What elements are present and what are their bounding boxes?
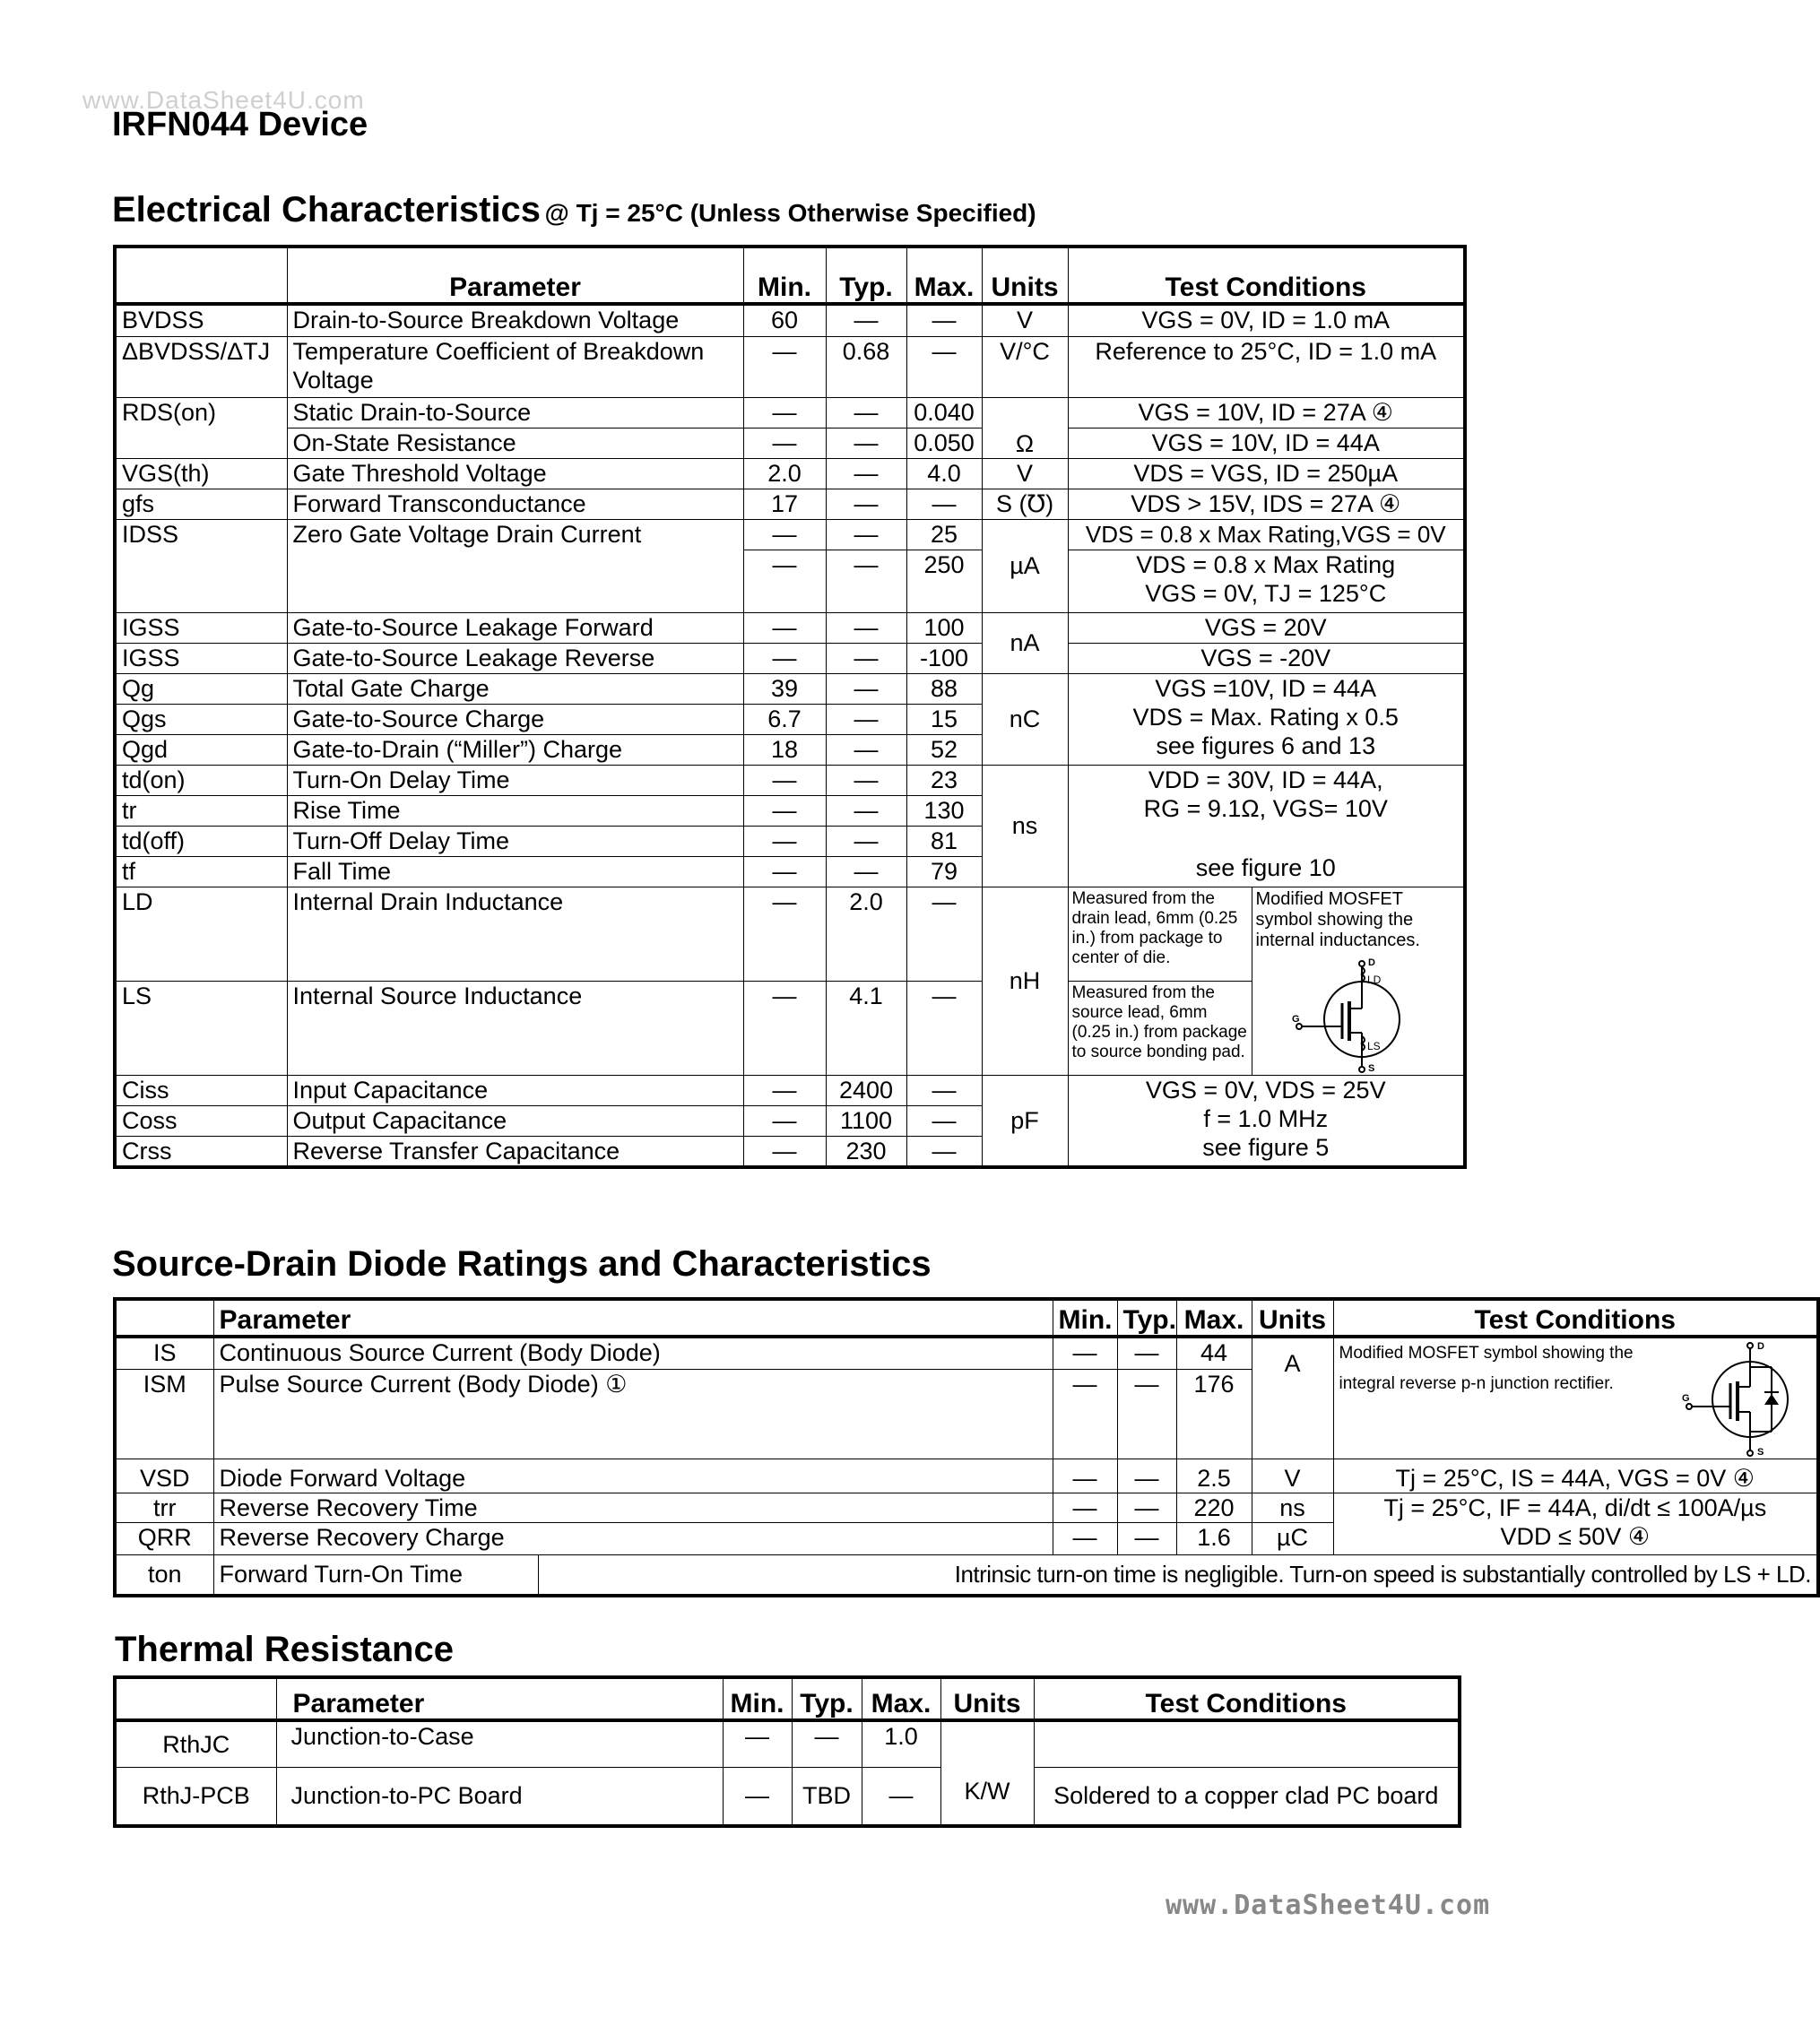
- header-test-conditions: Test Conditions: [1068, 247, 1465, 304]
- turn-on-note: Intrinsic turn-on time is negligible. Turn-on speed is substantially controlled by LS + LD.: [538, 1554, 1818, 1596]
- header-min: Min.: [1053, 1299, 1117, 1337]
- max-cell: —: [906, 304, 982, 336]
- typ-cell: —: [826, 612, 906, 643]
- condition-cell: VGS = 10V, ID = 44A: [1068, 428, 1465, 458]
- header-min: Min.: [723, 1677, 792, 1720]
- typ-cell: —: [792, 1720, 862, 1767]
- parameter-cell: Gate-to-Source Charge: [287, 704, 743, 734]
- max-cell: —: [906, 887, 982, 981]
- table-row: [115, 1493, 1818, 1522]
- max-cell: 0.050: [906, 428, 982, 458]
- watermark-bottom: www.DataSheet4U.com: [1166, 1890, 1491, 1921]
- symbol-cell: IS: [115, 1337, 213, 1369]
- min-cell: —: [743, 550, 826, 612]
- header-max: Max.: [906, 247, 982, 304]
- inductance-symbol-note: Modified MOSFET symbol showing the internal inductances.: [1255, 888, 1420, 950]
- condition-cell: [1333, 1493, 1818, 1554]
- header-parameter: Parameter: [276, 1677, 723, 1720]
- typ-cell: TBD: [792, 1767, 862, 1826]
- section1-title: Electrical Characteristics: [112, 190, 542, 229]
- typ-cell: —: [1117, 1522, 1176, 1554]
- symbol-cell: RDS(on): [115, 397, 287, 458]
- parameter-cell: Forward Transconductance: [287, 489, 743, 519]
- table-row: [115, 673, 1465, 704]
- condition-line: see figures 6 and 13: [1156, 731, 1376, 759]
- max-cell: 25: [906, 519, 982, 550]
- min-cell: —: [743, 795, 826, 826]
- svg-text:S: S: [1757, 1447, 1764, 1458]
- typ-cell: 4.1: [826, 981, 906, 1075]
- min-cell: —: [1053, 1522, 1117, 1554]
- parameter-cell: Diode Forward Voltage: [213, 1459, 1053, 1493]
- header-max: Max.: [862, 1677, 940, 1720]
- parameter-cell: Gate-to-Source Leakage Forward: [287, 612, 743, 643]
- symbol-cell: tf: [115, 856, 287, 887]
- unit-cell: µC: [1252, 1522, 1333, 1554]
- typ-cell: —: [826, 458, 906, 489]
- unit-cell: A: [1252, 1337, 1333, 1459]
- min-cell: —: [1053, 1369, 1117, 1459]
- table-row: [115, 519, 1465, 550]
- max-cell: —: [862, 1767, 940, 1826]
- typ-cell: —: [826, 734, 906, 765]
- symbol-cell: Qgs: [115, 704, 287, 734]
- parameter-cell: Drain-to-Source Breakdown Voltage: [287, 304, 743, 336]
- min-cell: —: [743, 1136, 826, 1167]
- min-cell: 17: [743, 489, 826, 519]
- parameter-cell: Turn-Off Delay Time: [287, 826, 743, 856]
- symbol-cell: gfs: [115, 489, 287, 519]
- max-cell: 100: [906, 612, 982, 643]
- section3-title: Thermal Resistance: [115, 1630, 454, 1669]
- symbol-cell: trr: [115, 1493, 213, 1522]
- typ-cell: —: [826, 550, 906, 612]
- table-row: [115, 1459, 1818, 1493]
- max-cell: 23: [906, 765, 982, 795]
- typ-cell: 2.0: [826, 887, 906, 981]
- typ-cell: —: [826, 489, 906, 519]
- parameter-cell: Reverse Recovery Time: [213, 1493, 1053, 1522]
- symbol-cell: td(off): [115, 826, 287, 856]
- min-cell: 6.7: [743, 704, 826, 734]
- condition-cell: Tj = 25°C, IS = 44A, VGS = 0V ④: [1333, 1459, 1818, 1493]
- condition-line: VDD = 30V, ID = 44A,: [1148, 766, 1383, 793]
- max-cell: 4.0: [906, 458, 982, 489]
- parameter-cell: Fall Time: [287, 856, 743, 887]
- parameter-cell: Continuous Source Current (Body Diode): [213, 1337, 1053, 1369]
- min-cell: 60: [743, 304, 826, 336]
- condition-cell: Reference to 25°C, ID = 1.0 mA: [1068, 336, 1465, 397]
- table-row: [115, 458, 1465, 489]
- parameter-cell: Forward Turn-On Time: [213, 1554, 538, 1596]
- condition-line: VGS =10V, ID = 44A: [1155, 674, 1377, 702]
- max-cell: 0.040: [906, 397, 982, 428]
- symbol-cell: LS: [115, 981, 287, 1075]
- min-cell: —: [723, 1767, 792, 1826]
- table-row: [115, 397, 1465, 428]
- mosfet-diode-symbol-icon: [1678, 1340, 1813, 1457]
- unit-cell: pF: [982, 1075, 1068, 1167]
- watermark-top: www.DataSheet4U.com: [82, 86, 365, 114]
- symbol-cell: Ciss: [115, 1075, 287, 1105]
- min-cell: —: [743, 612, 826, 643]
- max-cell: 1.0: [862, 1720, 940, 1767]
- condition-line: see figure 10: [1195, 853, 1336, 881]
- typ-cell: —: [826, 428, 906, 458]
- header-typ: Typ.: [1117, 1299, 1176, 1337]
- diode-symbol-cell: [1333, 1337, 1818, 1459]
- condition-cell: VDS > 15V, IDS = 27A ④: [1068, 489, 1465, 519]
- condition-cell: VGS = 20V: [1068, 612, 1465, 643]
- symbol-cell: ton: [115, 1554, 213, 1596]
- parameter-cell: Pulse Source Current (Body Diode) ①: [213, 1369, 1053, 1459]
- symbol-cell: QRR: [115, 1522, 213, 1554]
- typ-cell: 0.68: [826, 336, 906, 397]
- max-cell: 1.6: [1176, 1522, 1252, 1554]
- symbol-cell: LD: [115, 887, 287, 981]
- min-cell: —: [1053, 1337, 1117, 1369]
- max-cell: 176: [1176, 1369, 1252, 1459]
- max-cell: 79: [906, 856, 982, 887]
- symbol-cell: IDSS: [115, 519, 287, 612]
- electrical-characteristics-table: [113, 245, 1467, 1169]
- min-cell: —: [743, 981, 826, 1075]
- parameter-cell: Gate-to-Drain (“Miller”) Charge: [287, 734, 743, 765]
- header-min: Min.: [743, 247, 826, 304]
- max-cell: —: [906, 1075, 982, 1105]
- min-cell: 2.0: [743, 458, 826, 489]
- parameter-cell: Gate Threshold Voltage: [287, 458, 743, 489]
- typ-cell: 1100: [826, 1105, 906, 1136]
- min-cell: —: [743, 1075, 826, 1105]
- condition-line: VDS = 0.8 x Max Rating: [1136, 550, 1396, 578]
- parameter-cell: Reverse Transfer Capacitance: [287, 1136, 743, 1167]
- parameter-cell: Temperature Coefficient of Breakdown Voltage: [287, 336, 743, 397]
- symbol-cell: VSD: [115, 1459, 213, 1493]
- typ-cell: —: [826, 304, 906, 336]
- condition-cell: [1068, 673, 1465, 765]
- condition-line: Tj = 25°C, IF = 44A, di/dt ≤ 100A/µs: [1383, 1493, 1767, 1521]
- header-parameter: Parameter: [213, 1299, 1053, 1337]
- parameter-cell: Static Drain-to-Source: [287, 397, 743, 428]
- max-cell: —: [906, 981, 982, 1075]
- condition-cell: [1068, 550, 1465, 612]
- condition-cell: VGS = 0V, ID = 1.0 mA: [1068, 304, 1465, 336]
- condition-cell: VDS = VGS, ID = 250µA: [1068, 458, 1465, 489]
- symbol-cell: IGSS: [115, 643, 287, 673]
- typ-cell: —: [826, 643, 906, 673]
- unit-cell: nA: [982, 612, 1068, 673]
- table-row: [115, 1075, 1465, 1105]
- header-max: Max.: [1176, 1299, 1252, 1337]
- unit-cell: S (℧): [982, 489, 1068, 519]
- symbol-cell: Qgd: [115, 734, 287, 765]
- typ-cell: —: [826, 795, 906, 826]
- table-row: [115, 1720, 1460, 1767]
- table-row: [115, 765, 1465, 795]
- min-cell: —: [743, 887, 826, 981]
- table-row: [115, 887, 1465, 981]
- min-cell: —: [1053, 1493, 1117, 1522]
- svg-text:LS: LS: [1367, 1039, 1381, 1052]
- parameter-cell: Junction-to-Case: [276, 1720, 723, 1767]
- parameter-cell: Turn-On Delay Time: [287, 765, 743, 795]
- parameter-cell: Rise Time: [287, 795, 743, 826]
- unit-cell: ns: [982, 765, 1068, 887]
- unit-cell: ns: [1252, 1493, 1333, 1522]
- unit-cell: nC: [982, 673, 1068, 765]
- svg-text:G: G: [1292, 1013, 1300, 1025]
- typ-cell: —: [826, 704, 906, 734]
- svg-text:D: D: [1757, 1341, 1764, 1352]
- symbol-cell: Qg: [115, 673, 287, 704]
- max-cell: 44: [1176, 1337, 1252, 1369]
- max-cell: 15: [906, 704, 982, 734]
- table-row: [115, 336, 1465, 397]
- symbol-cell: RthJ-PCB: [115, 1767, 276, 1826]
- table-row: [115, 612, 1465, 643]
- section1-heading: [112, 190, 1036, 230]
- parameter-cell: On-State Resistance: [287, 428, 743, 458]
- condition-cell: [1068, 1075, 1465, 1167]
- svg-text:S: S: [1368, 1062, 1375, 1074]
- section1-subtitle: @ Tj = 25°C (Unless Otherwise Specified): [544, 199, 1036, 227]
- parameter-cell: Total Gate Charge: [287, 673, 743, 704]
- min-cell: —: [743, 826, 826, 856]
- min-cell: —: [743, 519, 826, 550]
- min-cell: —: [743, 428, 826, 458]
- typ-cell: 2400: [826, 1075, 906, 1105]
- unit-cell: V: [982, 458, 1068, 489]
- condition-line: RG = 9.1Ω, VGS= 10V: [1143, 794, 1388, 822]
- typ-cell: —: [826, 765, 906, 795]
- condition-cell: VDS = 0.8 x Max Rating,VGS = 0V: [1068, 519, 1465, 550]
- condition-line: VDS = Max. Rating x 0.5: [1132, 703, 1399, 731]
- source-drain-diode-table: [113, 1297, 1820, 1597]
- unit-cell: nH: [982, 887, 1068, 1075]
- parameter-cell: Gate-to-Source Leakage Reverse: [287, 643, 743, 673]
- symbol-cell: VGS(th): [115, 458, 287, 489]
- max-cell: —: [906, 489, 982, 519]
- unit-cell: K/W: [940, 1720, 1034, 1826]
- table-header-row: [115, 247, 1465, 304]
- min-cell: —: [723, 1720, 792, 1767]
- condition-cell: [1068, 765, 1465, 887]
- max-cell: 130: [906, 795, 982, 826]
- typ-cell: —: [826, 519, 906, 550]
- header-typ: Typ.: [792, 1677, 862, 1720]
- drain-inductance-note: Measured from the drain lead, 6mm (0.25 in.) from package to center of die.: [1068, 887, 1252, 981]
- table-row: [115, 1337, 1818, 1369]
- section2-title: Source-Drain Diode Ratings and Characteristics: [112, 1244, 932, 1284]
- condition-line: see figure 5: [1202, 1133, 1330, 1161]
- condition-spacer: [1074, 823, 1459, 853]
- device-title: IRFN044 Device: [112, 106, 368, 143]
- condition-cell: VGS = -20V: [1068, 643, 1465, 673]
- typ-cell: —: [826, 856, 906, 887]
- unit-cell: V/°C: [982, 336, 1068, 397]
- typ-cell: 230: [826, 1136, 906, 1167]
- condition-line: VDD ≤ 50V ④: [1500, 1522, 1651, 1550]
- max-cell: 250: [906, 550, 982, 612]
- typ-cell: —: [826, 826, 906, 856]
- svg-text:D: D: [1368, 957, 1376, 968]
- header-parameter: Parameter: [287, 247, 743, 304]
- table-row: [115, 304, 1465, 336]
- min-cell: 18: [743, 734, 826, 765]
- max-cell: —: [906, 1105, 982, 1136]
- condition-line: f = 1.0 MHz: [1203, 1104, 1329, 1132]
- symbol-cell: IGSS: [115, 612, 287, 643]
- parameter-cell: Input Capacitance: [287, 1075, 743, 1105]
- max-cell: 220: [1176, 1493, 1252, 1522]
- svg-text:LD: LD: [1367, 973, 1382, 986]
- table-row: [115, 643, 1465, 673]
- max-cell: 2.5: [1176, 1459, 1252, 1493]
- unit-cell: V: [1252, 1459, 1333, 1493]
- min-cell: —: [743, 643, 826, 673]
- min-cell: —: [743, 1105, 826, 1136]
- symbol-cell: ISM: [115, 1369, 213, 1459]
- typ-cell: —: [1117, 1459, 1176, 1493]
- table-row: [115, 1767, 1460, 1826]
- max-cell: -100: [906, 643, 982, 673]
- symbol-cell: Crss: [115, 1136, 287, 1167]
- unit-cell: Ω: [982, 397, 1068, 458]
- parameter-cell: Junction-to-PC Board: [276, 1767, 723, 1826]
- typ-cell: —: [826, 673, 906, 704]
- condition-cell: VGS = 10V, ID = 27A ④: [1068, 397, 1465, 428]
- svg-text:G: G: [1682, 1393, 1690, 1404]
- header-test-conditions: Test Conditions: [1333, 1299, 1818, 1337]
- max-cell: —: [906, 1136, 982, 1167]
- mosfet-inductance-symbol-icon: [1290, 957, 1425, 1073]
- parameter-cell: Output Capacitance: [287, 1105, 743, 1136]
- unit-cell: V: [982, 304, 1068, 336]
- header-units: Units: [940, 1677, 1034, 1720]
- typ-cell: —: [1117, 1493, 1176, 1522]
- condition-cell: Soldered to a copper clad PC board: [1034, 1767, 1460, 1826]
- max-cell: —: [906, 336, 982, 397]
- table-row: [115, 489, 1465, 519]
- table-header-row: [115, 1299, 1818, 1337]
- diode-symbol-note: Modified MOSFET symbol showing the integral reverse p-n junction rectifier.: [1339, 1344, 1634, 1393]
- min-cell: —: [1053, 1459, 1117, 1493]
- min-cell: —: [743, 856, 826, 887]
- table-row: [115, 428, 1465, 458]
- header-units: Units: [1252, 1299, 1333, 1337]
- typ-cell: —: [1117, 1337, 1176, 1369]
- min-cell: —: [743, 397, 826, 428]
- min-cell: —: [743, 765, 826, 795]
- parameter-cell: Internal Source Inductance: [287, 981, 743, 1075]
- condition-cell: [1034, 1720, 1460, 1767]
- symbol-cell: tr: [115, 795, 287, 826]
- symbol-cell: BVDSS: [115, 304, 287, 336]
- max-cell: 88: [906, 673, 982, 704]
- header-typ: Typ.: [826, 247, 906, 304]
- typ-cell: —: [1117, 1369, 1176, 1459]
- inductance-symbol-cell: [1252, 887, 1465, 1075]
- header-test-conditions: Test Conditions: [1034, 1677, 1460, 1720]
- symbol-cell: ΔBVDSS/ΔTJ: [115, 336, 287, 397]
- max-cell: 81: [906, 826, 982, 856]
- condition-line: VGS = 0V, TJ = 125°C: [1145, 579, 1387, 607]
- parameter-cell: Internal Drain Inductance: [287, 887, 743, 981]
- max-cell: 52: [906, 734, 982, 765]
- min-cell: —: [743, 336, 826, 397]
- typ-cell: —: [826, 397, 906, 428]
- symbol-cell: td(on): [115, 765, 287, 795]
- table-row: [115, 1554, 1818, 1596]
- thermal-resistance-table: [113, 1675, 1461, 1828]
- condition-line: VGS = 0V, VDS = 25V: [1145, 1076, 1386, 1104]
- min-cell: 39: [743, 673, 826, 704]
- parameter-cell: Zero Gate Voltage Drain Current: [287, 519, 743, 612]
- parameter-cell: Reverse Recovery Charge: [213, 1522, 1053, 1554]
- unit-cell: µA: [982, 519, 1068, 612]
- symbol-cell: RthJC: [115, 1720, 276, 1767]
- table-header-row: [115, 1677, 1460, 1720]
- header-units: Units: [982, 247, 1068, 304]
- source-inductance-note: Measured from the source lead, 6mm (0.25 in.) from package to source bonding pad.: [1068, 981, 1252, 1075]
- symbol-cell: Coss: [115, 1105, 287, 1136]
